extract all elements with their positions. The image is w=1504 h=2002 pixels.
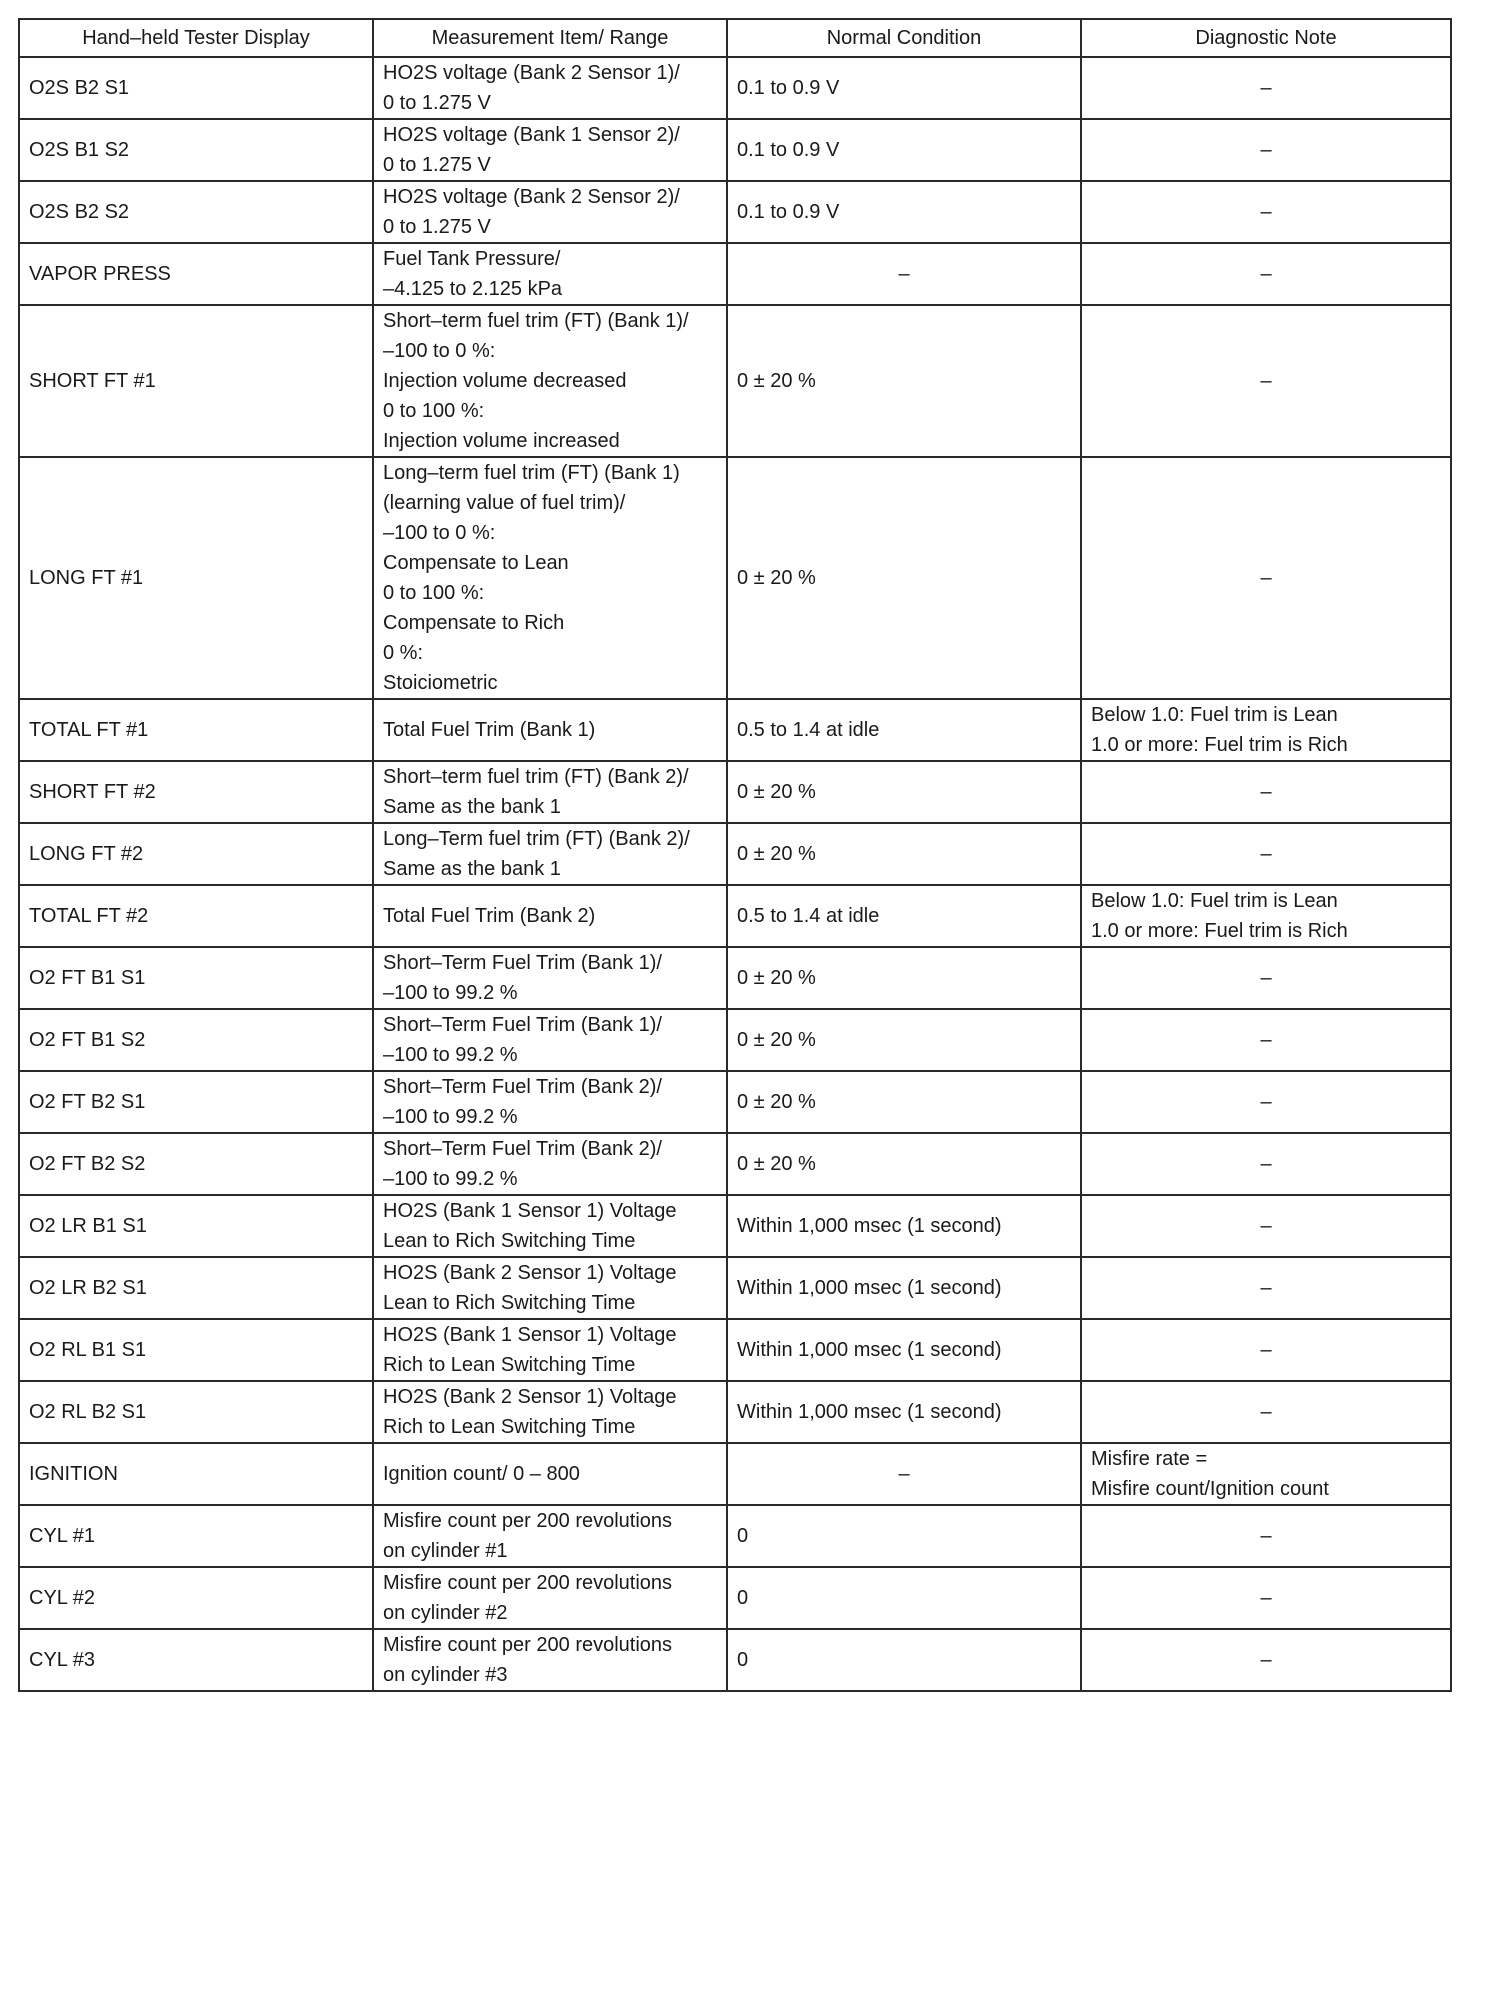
table-row xyxy=(19,1009,1451,1071)
cell-tester-display xyxy=(19,305,373,457)
cell-diagnostic-note xyxy=(1081,1505,1451,1567)
cell-text-line: Lean to Rich Switching Time xyxy=(383,1292,636,1314)
cell-text-line: Injection volume decreased xyxy=(383,370,627,392)
cell-text-line: O2 FT B2 S2 xyxy=(29,1153,146,1175)
table-row xyxy=(19,1381,1451,1443)
cell-diagnostic-note xyxy=(1081,1443,1451,1505)
cell-diagnostic-note xyxy=(1081,1629,1451,1691)
cell-text-line: Short–term fuel trim (FT) (Bank 2)/ xyxy=(383,766,689,788)
cell-text-line: 0 to 100 %: xyxy=(383,400,485,422)
cell-diagnostic-note xyxy=(1081,457,1451,699)
cell-tester-display xyxy=(19,885,373,947)
cell-measurement-item xyxy=(373,1505,727,1567)
cell-diagnostic-note xyxy=(1081,243,1451,305)
cell-text-line: – xyxy=(1260,77,1272,99)
data-list-sheet xyxy=(18,18,1450,1692)
cell-measurement-item xyxy=(373,1629,727,1691)
cell-text-line: CYL #1 xyxy=(29,1525,95,1547)
cell-text-line: Long–Term fuel trim (FT) (Bank 2)/ xyxy=(383,828,690,850)
cell-text-line: O2 LR B1 S1 xyxy=(29,1215,147,1237)
cell-text-line: –100 to 99.2 % xyxy=(383,1044,518,1066)
cell-text-line: Short–Term Fuel Trim (Bank 2)/ xyxy=(383,1076,662,1098)
cell-text-line: Misfire count per 200 revolutions xyxy=(383,1572,673,1594)
cell-text-line: 0.1 to 0.9 V xyxy=(737,201,840,223)
cell-text-line: 0 ± 20 % xyxy=(737,843,816,865)
header-diagnostic-note: Diagnostic Note xyxy=(1081,19,1451,57)
cell-text-line: Fuel Tank Pressure/ xyxy=(383,248,561,270)
cell-text-line: Total Fuel Trim (Bank 2) xyxy=(383,905,596,927)
cell-measurement-item xyxy=(373,1567,727,1629)
cell-normal-condition xyxy=(727,1009,1081,1071)
table-row xyxy=(19,885,1451,947)
table-row xyxy=(19,243,1451,305)
cell-diagnostic-note xyxy=(1081,1257,1451,1319)
cell-normal-condition xyxy=(727,243,1081,305)
cell-text-line: Short–Term Fuel Trim (Bank 1)/ xyxy=(383,952,662,974)
cell-tester-display xyxy=(19,1505,373,1567)
cell-tester-display xyxy=(19,457,373,699)
cell-diagnostic-note xyxy=(1081,1009,1451,1071)
cell-text-line: O2 FT B2 S1 xyxy=(29,1091,146,1113)
cell-text-line: Within 1,000 msec (1 second) xyxy=(737,1277,1002,1299)
cell-measurement-item xyxy=(373,947,727,1009)
header-tester-display: Hand–held Tester Display xyxy=(19,19,373,57)
cell-diagnostic-note xyxy=(1081,823,1451,885)
cell-diagnostic-note xyxy=(1081,119,1451,181)
cell-tester-display xyxy=(19,1009,373,1071)
cell-text-line: Below 1.0: Fuel trim is Lean xyxy=(1091,704,1338,726)
cell-text-line: – xyxy=(1260,781,1272,803)
cell-text-line: Compensate to Lean xyxy=(383,552,569,574)
table-row xyxy=(19,823,1451,885)
cell-text-line: 0 to 100 %: xyxy=(383,582,485,604)
cell-text-line: – xyxy=(1260,201,1272,223)
cell-text-line: O2S B2 S2 xyxy=(29,201,130,223)
cell-text-line: Long–term fuel trim (FT) (Bank 1) xyxy=(383,462,680,484)
cell-normal-condition xyxy=(727,1071,1081,1133)
cell-tester-display xyxy=(19,761,373,823)
cell-diagnostic-note xyxy=(1081,699,1451,761)
cell-tester-display xyxy=(19,181,373,243)
cell-text-line: SHORT FT #2 xyxy=(29,781,156,803)
cell-text-line: 0 ± 20 % xyxy=(737,1091,816,1113)
cell-text-line: Same as the bank 1 xyxy=(383,858,561,880)
cell-diagnostic-note xyxy=(1081,1319,1451,1381)
cell-normal-condition xyxy=(727,57,1081,119)
table-row xyxy=(19,119,1451,181)
cell-diagnostic-note xyxy=(1081,761,1451,823)
cell-text-line: Rich to Lean Switching Time xyxy=(383,1354,636,1376)
header-normal-condition: Normal Condition xyxy=(727,19,1081,57)
cell-text-line: –100 to 99.2 % xyxy=(383,1168,518,1190)
cell-text-line: 0 %: xyxy=(383,642,424,664)
cell-text-line: HO2S (Bank 1 Sensor 1) Voltage xyxy=(383,1324,677,1346)
cell-text-line: 0 ± 20 % xyxy=(737,781,816,803)
cell-text-line: – xyxy=(1260,1649,1272,1671)
cell-text-line: HO2S (Bank 2 Sensor 1) Voltage xyxy=(383,1386,677,1408)
table-header xyxy=(19,19,1451,57)
cell-tester-display xyxy=(19,699,373,761)
cell-measurement-item xyxy=(373,1319,727,1381)
cell-text-line: Stoiciometric xyxy=(383,672,498,694)
cell-normal-condition xyxy=(727,1629,1081,1691)
cell-text-line: 1.0 or more: Fuel trim is Rich xyxy=(1091,920,1348,942)
cell-text-line: HO2S voltage (Bank 2 Sensor 1)/ xyxy=(383,62,680,84)
cell-text-line: – xyxy=(898,1463,910,1485)
cell-diagnostic-note xyxy=(1081,305,1451,457)
cell-text-line: on cylinder #1 xyxy=(383,1540,508,1562)
cell-measurement-item xyxy=(373,181,727,243)
cell-text-line: 0 to 1.275 V xyxy=(383,154,491,176)
cell-text-line: – xyxy=(1260,1525,1272,1547)
cell-measurement-item xyxy=(373,305,727,457)
cell-normal-condition xyxy=(727,761,1081,823)
header-row xyxy=(19,19,1451,57)
cell-text-line: TOTAL FT #2 xyxy=(29,905,149,927)
table-row xyxy=(19,1567,1451,1629)
cell-text-line: –100 to 0 %: xyxy=(383,522,496,544)
cell-measurement-item xyxy=(373,1381,727,1443)
cell-text-line: – xyxy=(1260,1029,1272,1051)
cell-normal-condition xyxy=(727,885,1081,947)
cell-text-line: 0.5 to 1.4 at idle xyxy=(737,905,880,927)
cell-text-line: VAPOR PRESS xyxy=(29,263,171,285)
cell-text-line: HO2S voltage (Bank 2 Sensor 2)/ xyxy=(383,186,680,208)
cell-measurement-item xyxy=(373,57,727,119)
cell-normal-condition xyxy=(727,1505,1081,1567)
table-row xyxy=(19,1071,1451,1133)
cell-tester-display xyxy=(19,1071,373,1133)
cell-normal-condition xyxy=(727,947,1081,1009)
cell-text-line: – xyxy=(1260,1587,1272,1609)
cell-text-line: – xyxy=(1260,843,1272,865)
cell-text-line: – xyxy=(1260,1401,1272,1423)
cell-diagnostic-note xyxy=(1081,1567,1451,1629)
cell-normal-condition xyxy=(727,1257,1081,1319)
cell-text-line: – xyxy=(1260,370,1272,392)
cell-text-line: 0 ± 20 % xyxy=(737,567,816,589)
cell-text-line: 0.1 to 0.9 V xyxy=(737,77,840,99)
cell-normal-condition xyxy=(727,305,1081,457)
table-row xyxy=(19,947,1451,1009)
cell-text-line: Short–term fuel trim (FT) (Bank 1)/ xyxy=(383,310,689,332)
cell-text-line: Compensate to Rich xyxy=(383,612,565,634)
cell-measurement-item xyxy=(373,457,727,699)
table-row xyxy=(19,1443,1451,1505)
table-body xyxy=(19,57,1451,1691)
cell-diagnostic-note xyxy=(1081,885,1451,947)
cell-measurement-item xyxy=(373,1133,727,1195)
cell-text-line: Misfire count/Ignition count xyxy=(1091,1478,1329,1500)
cell-normal-condition xyxy=(727,1381,1081,1443)
cell-text-line: O2 FT B1 S2 xyxy=(29,1029,146,1051)
cell-measurement-item xyxy=(373,1257,727,1319)
cell-text-line: Ignition count/ 0 – 800 xyxy=(383,1463,580,1485)
cell-diagnostic-note xyxy=(1081,1071,1451,1133)
table-row xyxy=(19,57,1451,119)
cell-text-line: – xyxy=(1260,567,1272,589)
cell-measurement-item xyxy=(373,243,727,305)
cell-normal-condition xyxy=(727,823,1081,885)
cell-text-line: TOTAL FT #1 xyxy=(29,719,149,741)
cell-tester-display xyxy=(19,1133,373,1195)
cell-diagnostic-note xyxy=(1081,181,1451,243)
cell-text-line: – xyxy=(1260,1339,1272,1361)
cell-text-line: LONG FT #1 xyxy=(29,567,144,589)
table-row xyxy=(19,1133,1451,1195)
cell-measurement-item xyxy=(373,823,727,885)
data-list-table xyxy=(18,18,1452,1692)
cell-measurement-item xyxy=(373,761,727,823)
cell-text-line: – xyxy=(1260,263,1272,285)
cell-normal-condition xyxy=(727,1567,1081,1629)
table-row xyxy=(19,1195,1451,1257)
cell-text-line: HO2S (Bank 1 Sensor 1) Voltage xyxy=(383,1200,677,1222)
cell-measurement-item xyxy=(373,1009,727,1071)
cell-tester-display xyxy=(19,1257,373,1319)
cell-text-line: – xyxy=(1260,1277,1272,1299)
cell-text-line: – xyxy=(1260,1091,1272,1113)
cell-normal-condition xyxy=(727,1319,1081,1381)
cell-measurement-item xyxy=(373,119,727,181)
table-row xyxy=(19,1319,1451,1381)
cell-text-line: Same as the bank 1 xyxy=(383,796,561,818)
cell-text-line: Within 1,000 msec (1 second) xyxy=(737,1401,1002,1423)
cell-text-line: Short–Term Fuel Trim (Bank 1)/ xyxy=(383,1014,662,1036)
cell-tester-display xyxy=(19,119,373,181)
cell-text-line: Lean to Rich Switching Time xyxy=(383,1230,636,1252)
cell-text-line: O2 FT B1 S1 xyxy=(29,967,146,989)
cell-text-line: –100 to 99.2 % xyxy=(383,1106,518,1128)
cell-text-line: 0 ± 20 % xyxy=(737,967,816,989)
cell-text-line: 0 to 1.275 V xyxy=(383,92,491,114)
cell-normal-condition xyxy=(727,1443,1081,1505)
cell-measurement-item xyxy=(373,1195,727,1257)
cell-measurement-item xyxy=(373,699,727,761)
cell-text-line: O2 RL B1 S1 xyxy=(29,1339,147,1361)
cell-text-line: 0 ± 20 % xyxy=(737,1153,816,1175)
cell-text-line: O2 LR B2 S1 xyxy=(29,1277,147,1299)
cell-text-line: – xyxy=(898,263,910,285)
cell-measurement-item xyxy=(373,1071,727,1133)
cell-text-line: on cylinder #3 xyxy=(383,1664,508,1686)
cell-text-line: –4.125 to 2.125 kPa xyxy=(383,278,563,300)
cell-measurement-item xyxy=(373,885,727,947)
table-row xyxy=(19,1629,1451,1691)
cell-text-line: 0 ± 20 % xyxy=(737,1029,816,1051)
table-row xyxy=(19,305,1451,457)
cell-normal-condition xyxy=(727,119,1081,181)
cell-text-line: Total Fuel Trim (Bank 1) xyxy=(383,719,596,741)
cell-text-line: – xyxy=(1260,967,1272,989)
cell-diagnostic-note xyxy=(1081,1195,1451,1257)
table-row xyxy=(19,1505,1451,1567)
cell-text-line: 0 ± 20 % xyxy=(737,370,816,392)
cell-tester-display xyxy=(19,1195,373,1257)
cell-tester-display xyxy=(19,1567,373,1629)
cell-text-line: – xyxy=(1260,1215,1272,1237)
cell-tester-display xyxy=(19,1443,373,1505)
cell-text-line: CYL #3 xyxy=(29,1649,95,1671)
cell-text-line: 0 xyxy=(737,1587,749,1609)
cell-tester-display xyxy=(19,823,373,885)
cell-text-line: 0 to 1.275 V xyxy=(383,216,491,238)
cell-diagnostic-note xyxy=(1081,1381,1451,1443)
cell-normal-condition xyxy=(727,1195,1081,1257)
cell-text-line: HO2S (Bank 2 Sensor 1) Voltage xyxy=(383,1262,677,1284)
cell-text-line: Misfire count per 200 revolutions xyxy=(383,1634,673,1656)
header-measurement-item: Measurement Item/ Range xyxy=(373,19,727,57)
cell-text-line: Within 1,000 msec (1 second) xyxy=(737,1215,1002,1237)
cell-text-line: 0.1 to 0.9 V xyxy=(737,139,840,161)
cell-text-line: –100 to 99.2 % xyxy=(383,982,518,1004)
cell-tester-display xyxy=(19,947,373,1009)
cell-normal-condition xyxy=(727,457,1081,699)
cell-text-line: Misfire rate = xyxy=(1091,1448,1208,1470)
cell-text-line: Rich to Lean Switching Time xyxy=(383,1416,636,1438)
cell-text-line: LONG FT #2 xyxy=(29,843,144,865)
cell-text-line: on cylinder #2 xyxy=(383,1602,508,1624)
cell-normal-condition xyxy=(727,1133,1081,1195)
cell-text-line: 0 xyxy=(737,1649,749,1671)
cell-text-line: O2 RL B2 S1 xyxy=(29,1401,147,1423)
cell-text-line: O2S B1 S2 xyxy=(29,139,130,161)
cell-tester-display xyxy=(19,57,373,119)
cell-tester-display xyxy=(19,1629,373,1691)
cell-tester-display xyxy=(19,243,373,305)
cell-tester-display xyxy=(19,1319,373,1381)
cell-text-line: HO2S voltage (Bank 1 Sensor 2)/ xyxy=(383,124,680,146)
cell-tester-display xyxy=(19,1381,373,1443)
cell-text-line: 1.0 or more: Fuel trim is Rich xyxy=(1091,734,1348,756)
cell-text-line: – xyxy=(1260,139,1272,161)
cell-text-line: Misfire count per 200 revolutions xyxy=(383,1510,673,1532)
cell-diagnostic-note xyxy=(1081,1133,1451,1195)
cell-diagnostic-note xyxy=(1081,57,1451,119)
cell-normal-condition xyxy=(727,181,1081,243)
cell-text-line: 0 xyxy=(737,1525,749,1547)
table-row xyxy=(19,1257,1451,1319)
table-row xyxy=(19,181,1451,243)
cell-text-line: O2S B2 S1 xyxy=(29,77,130,99)
cell-text-line: Injection volume increased xyxy=(383,430,620,452)
cell-text-line: – xyxy=(1260,1153,1272,1175)
cell-text-line: IGNITION xyxy=(29,1463,118,1485)
cell-text-line: Short–Term Fuel Trim (Bank 2)/ xyxy=(383,1138,662,1160)
table-row xyxy=(19,761,1451,823)
cell-text-line: Within 1,000 msec (1 second) xyxy=(737,1339,1002,1361)
cell-text-line: (learning value of fuel trim)/ xyxy=(383,492,626,514)
cell-text-line: 0.5 to 1.4 at idle xyxy=(737,719,880,741)
cell-diagnostic-note xyxy=(1081,947,1451,1009)
cell-measurement-item xyxy=(373,1443,727,1505)
cell-text-line: SHORT FT #1 xyxy=(29,370,156,392)
table-row xyxy=(19,699,1451,761)
table-row xyxy=(19,457,1451,699)
cell-normal-condition xyxy=(727,699,1081,761)
cell-text-line: CYL #2 xyxy=(29,1587,95,1609)
cell-text-line: –100 to 0 %: xyxy=(383,340,496,362)
cell-text-line: Below 1.0: Fuel trim is Lean xyxy=(1091,890,1338,912)
